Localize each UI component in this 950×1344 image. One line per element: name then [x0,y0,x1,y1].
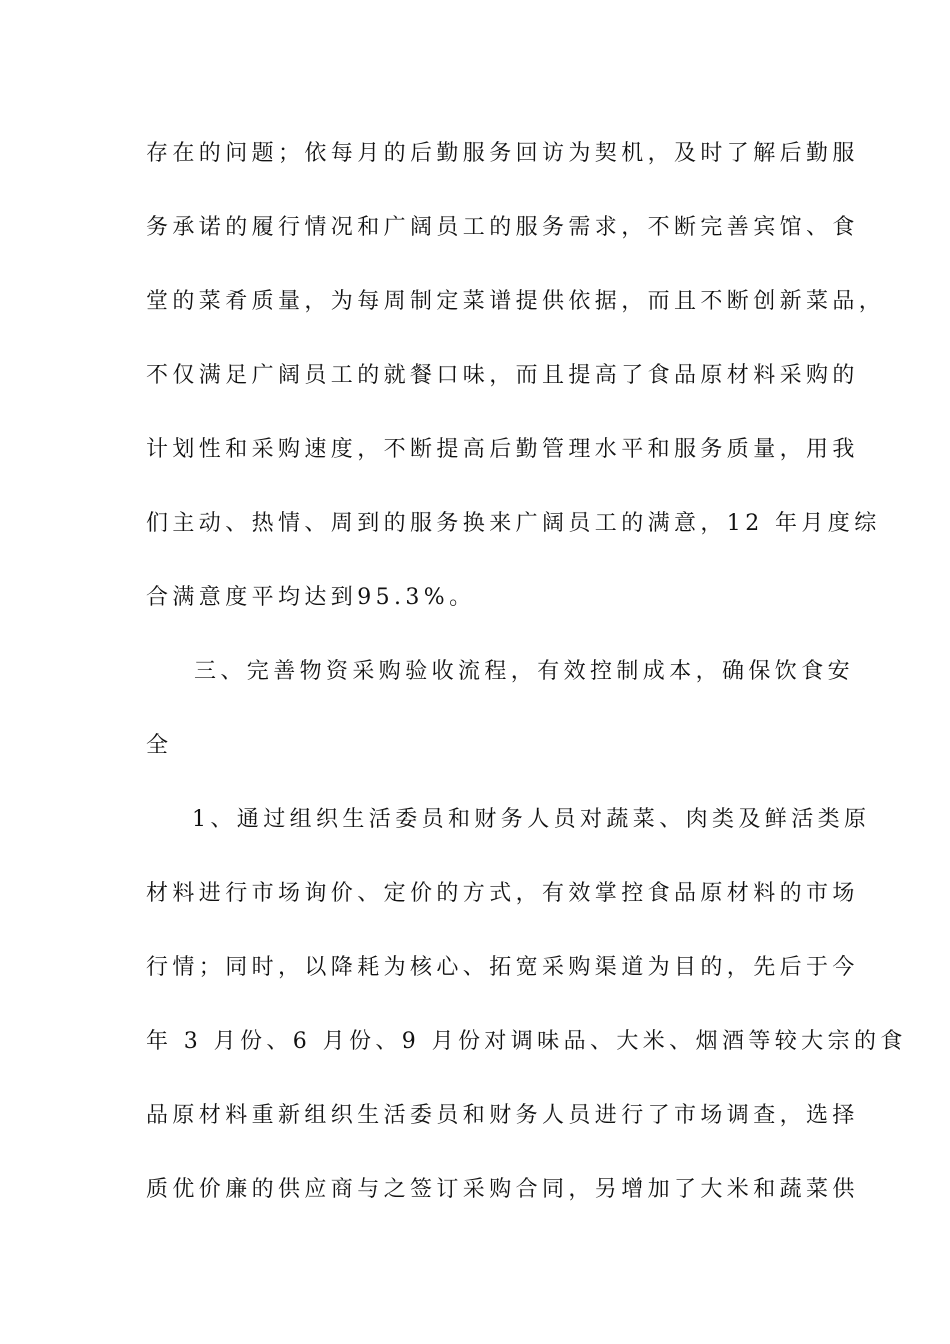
paragraph-line: 品原材料重新组织生活委员和财务人员进行了市场调查，选择 [146,1103,859,1128]
paragraph-line: 年 3 月份、6 月份、9 月份对调味品、大米、烟酒等较大宗的食 [146,1029,907,1054]
paragraph-line: 务承诺的履行情况和广阔员工的服务需求，不断完善宾馆、食 [146,215,859,240]
section-heading-continuation: 全 [146,733,173,758]
paragraph-line: 计划性和采购速度，不断提高后勤管理水平和服务质量，用我 [146,437,859,462]
paragraph-line: 不仅满足广阔员工的就餐口味，而且提高了食品原材料采购的 [146,363,859,388]
paragraph-line: 们主动、热情、周到的服务换来广阔员工的满意，12 年月度综 [146,511,881,536]
paragraph-line: 行情；同时，以降耗为核心、拓宽采购渠道为目的，先后于今 [146,955,859,980]
paragraph-line: 1、通过组织生活委员和财务人员对蔬菜、肉类及鲜活类原 [192,807,871,832]
paragraph-line: 堂的菜肴质量，为每周制定菜谱提供依据，而且不断创新菜品， [146,289,886,314]
document-body [146,130,907,1240]
paragraph-line: 存在的问题；依每月的后勤服务回访为契机，及时了解后勤服 [146,141,859,166]
paragraph-line: 合满意度平均达到95.3%。 [146,585,476,610]
paragraph-line: 材料进行市场询价、定价的方式，有效掌控食品原材料的市场 [146,881,859,906]
paragraph-line: 质优价廉的供应商与之签订采购合同，另增加了大米和蔬菜供 [146,1177,859,1202]
section-heading: 三、完善物资采购验收流程，有效控制成本，确保饮食安 [194,659,855,684]
